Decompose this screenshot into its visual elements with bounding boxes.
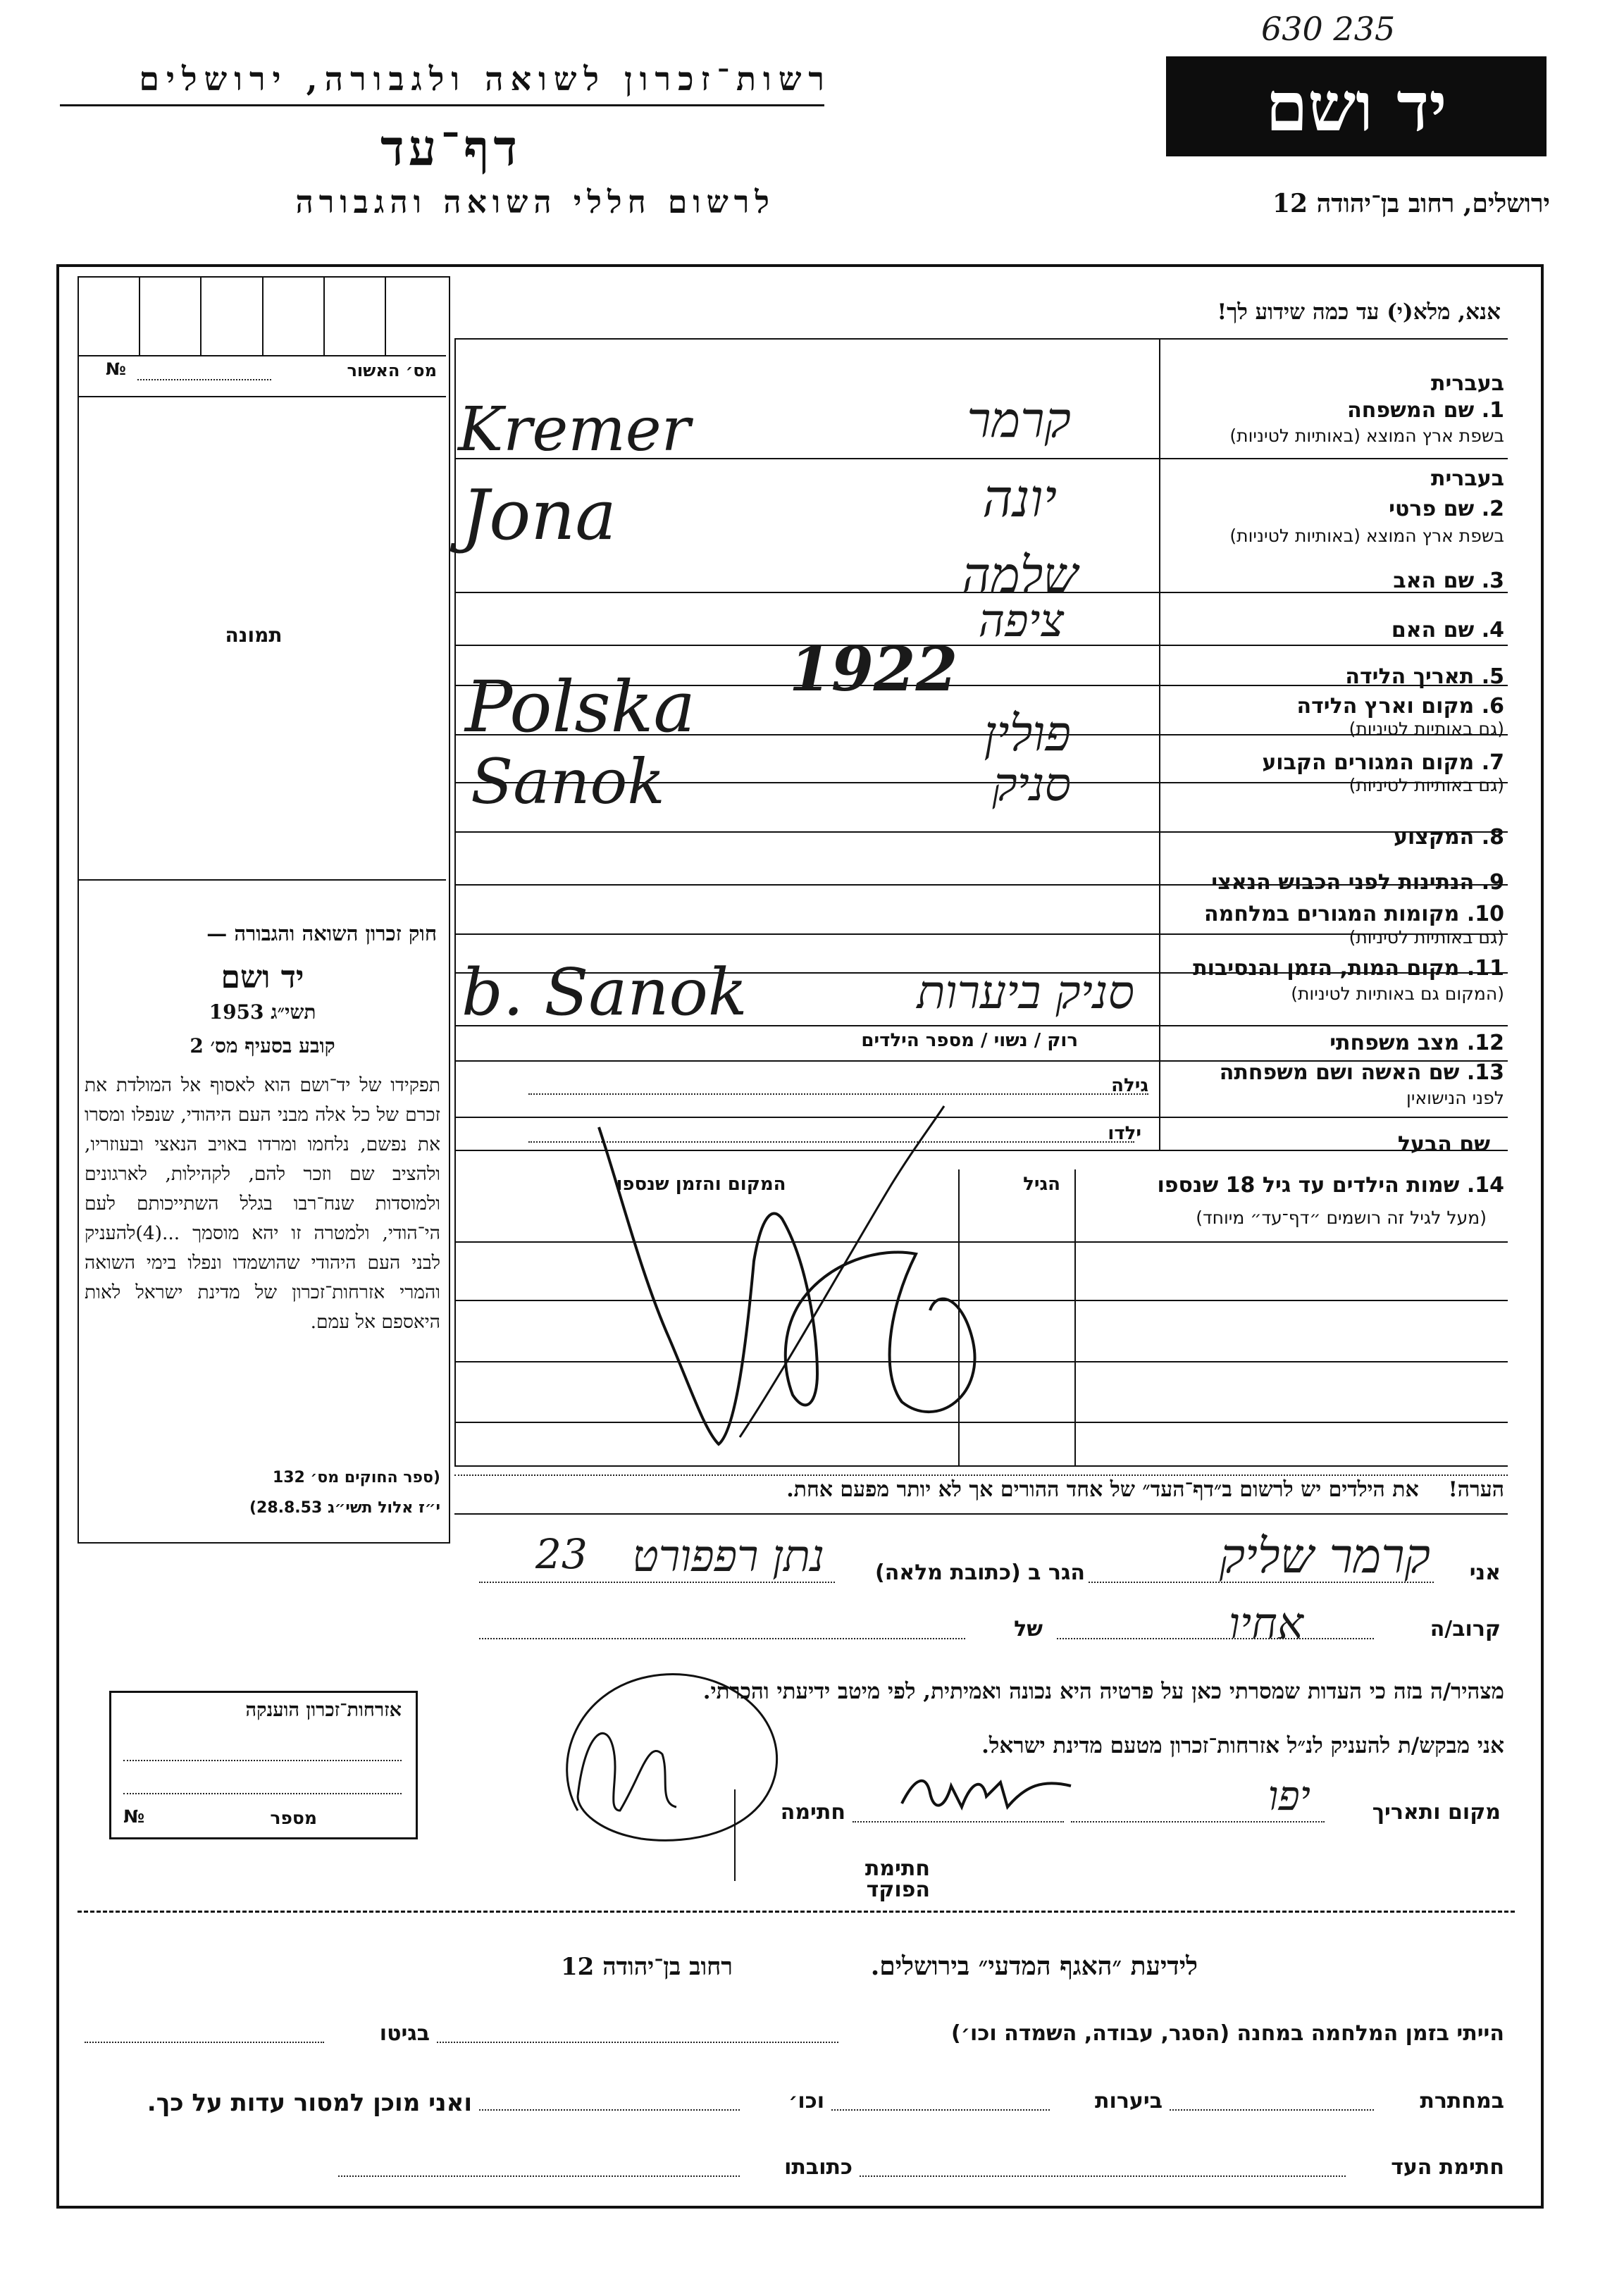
- instruction: אנא, מלא(י) עד כמה שידוע לך!: [1217, 299, 1501, 325]
- registrar-signature-label: חתימת הפוקד: [864, 1856, 930, 1902]
- field-12-num: 12.: [1466, 1031, 1504, 1055]
- field-11-note: (המקום גם באותיות לטיניות): [1291, 983, 1504, 1004]
- signature-line: [853, 1821, 1064, 1823]
- field-14-text: שמות הילדים עד גיל 18 שנספו: [1157, 1173, 1460, 1198]
- number-sign: №: [106, 359, 126, 379]
- relation-line: [1057, 1638, 1374, 1639]
- field-4-text: שם האם: [1391, 618, 1475, 642]
- declarant-i-label: אני: [1469, 1560, 1501, 1585]
- law-date: י״ז אלול תשי״ג 28.8.53): [249, 1499, 440, 1517]
- declaration-text: מצהיר/ה בזה כי העדות שמסרתי כאן על פרטיה היא נכונה ואמיתית, לפי מיטב ידיעתי והכרתי.: [702, 1679, 1504, 1704]
- field-5-label: [1166, 666, 1504, 688]
- signature-scrawl: [451, 1007, 1085, 1465]
- place-date-value: יפו: [1267, 1772, 1310, 1820]
- law-source: (ספר החוקים מס׳ 132: [272, 1469, 440, 1486]
- declarant-resident-label: הגר ב (כתובת מלאה): [874, 1560, 1085, 1585]
- field-13-text: שם האשה ושם משפחתה: [1219, 1060, 1460, 1085]
- value-residence-hebrew: סניק: [992, 757, 1071, 812]
- field-6-text: מקום וארץ הלידה: [1296, 694, 1475, 719]
- field-14-note: (מעל לגיל זה רושמים ״דף־עד״ מיוחד): [1196, 1207, 1487, 1228]
- value-birth-place-hebrew: פולין: [984, 704, 1071, 762]
- wife-age-label: גילה: [1111, 1075, 1148, 1096]
- camp-line: [437, 2042, 838, 2043]
- declarant-name: קרמר שליק: [1219, 1529, 1430, 1584]
- declarant-name-line: [1089, 1582, 1434, 1583]
- approval-digit-boxes: [79, 278, 446, 355]
- field-3-num: 3.: [1481, 569, 1504, 593]
- field-1-label-group: [1166, 373, 1504, 395]
- field-11-text: מקום המות, הזמן והנסיבות: [1193, 956, 1460, 981]
- field-8-text: המקצוע: [1393, 825, 1475, 850]
- value-given-name-hebrew: יונה: [982, 468, 1057, 529]
- stamp-scrawl: [535, 1634, 817, 1860]
- field-14-num: 14.: [1466, 1173, 1504, 1198]
- field-7-label: [1166, 752, 1504, 774]
- field-5-num: 5.: [1481, 664, 1504, 689]
- approval-number-label: מס׳ האשור: [347, 361, 437, 380]
- field-11-label: [1166, 958, 1504, 979]
- field-1-num: 1.: [1481, 398, 1504, 423]
- witness-signature-label: חתימת העד: [1391, 2155, 1504, 2180]
- value-death-place-hebrew: סניק ביערות: [917, 965, 1134, 1019]
- field-6-num: 6.: [1481, 694, 1504, 719]
- ghetto-line: [85, 2042, 324, 2043]
- place-date-label: מקום ותאריך: [1372, 1800, 1501, 1825]
- field-2-num: 2.: [1481, 497, 1504, 521]
- relation-value: אחיו: [1228, 1598, 1303, 1649]
- field-13-label: [1166, 1062, 1504, 1084]
- husband-name-label: שם הבעל: [1397, 1132, 1490, 1157]
- value-death-place-latin: b. Sanok: [461, 955, 748, 1030]
- etc-label: וכו׳: [788, 2089, 824, 2113]
- underground-line: [1170, 2109, 1374, 2111]
- field-2-text: שם פרטי: [1389, 497, 1475, 521]
- reference-number: 630 235: [1261, 10, 1396, 48]
- field-1-text: שם המשפחה: [1347, 398, 1475, 423]
- field-12-note: רוק / נשוי / מספר הילדים: [861, 1030, 1078, 1051]
- relative-label: קרוב/ה: [1430, 1617, 1501, 1641]
- field-13-note: לפני הנישואין: [1406, 1088, 1504, 1108]
- field-7-text: מקום המגורים הקבוע: [1262, 750, 1475, 775]
- value-residence-latin: Sanok: [471, 745, 665, 818]
- remark-title: הערה!: [1448, 1477, 1504, 1502]
- bottom-title: לידיעת ״האגף המדעי״ בירושלים.: [870, 1951, 1198, 1981]
- approval-box-divider: [79, 355, 446, 356]
- law-text: תפקידו של יד־ושם הוא לאסוף אל המולדת את זכרם של כל אלה מבני העם היהודי, שנפלו ומסרו את נפשם, נלחמו ומרדו באויב הנאצי ובעוזריו, ולהציב שם וזכר להם, לקהילות, לארגונים ולמוסדות שנח־רבו בגלל השתייכותם לעם הי־הודי, ולמטרה זו יהא מוסמך ...(4)להעניק לבני העם היהודי שהושמדו ונפלו בימי השואה והמרי אזרחות־זכרון של מדינת ישראל לאות היאספם אל עמם.: [85, 1074, 440, 1333]
- field-13-num: 13.: [1466, 1060, 1504, 1085]
- remark-top-dotted: [454, 1474, 1508, 1476]
- field-2-hebrew-tag: בעברית: [1431, 466, 1504, 491]
- citizenship-title: אזרחות־זכרון הוענקה: [245, 1699, 402, 1721]
- field-12-text: מצב משפחתי: [1329, 1031, 1460, 1055]
- field-2-label: [1166, 499, 1504, 520]
- forests-line: [831, 2109, 1050, 2111]
- field-6-label: [1166, 696, 1504, 717]
- forests-label: ביערות: [1095, 2089, 1163, 2113]
- field-4-num: 4.: [1481, 618, 1504, 642]
- signature-label: חתימה: [780, 1800, 845, 1825]
- value-father-name: שלמה: [962, 546, 1078, 604]
- field-7-num: 7.: [1481, 750, 1504, 775]
- field-14-label: [1085, 1175, 1504, 1196]
- form-purpose: לרשום חללי השואה והגבורה: [295, 185, 775, 221]
- photo-top-border: [79, 396, 446, 397]
- photo-label: תמונה: [225, 623, 283, 647]
- field-8-num: 8.: [1481, 825, 1504, 850]
- header-underline: [60, 104, 824, 106]
- field-12-label: [1166, 1033, 1504, 1054]
- bottom-line-1-label: הייתי בזמן המלחמה במחנה (הסגר, עבודה, השמדה וכו׳): [951, 2021, 1504, 2046]
- law-clause: קובע בסעיף מס׳ 2: [190, 1034, 335, 1057]
- field-8-label: [1166, 827, 1504, 848]
- form-title: דף־עד: [380, 118, 521, 177]
- bottom-address: רחוב בן־יהודה 12: [560, 1953, 733, 1981]
- sidebar-box: [78, 276, 450, 1544]
- remark-text: את הילדים יש לרשום ב״דף־העד״ של אחד ההורים אך לא יותר מפעם אחת.: [786, 1477, 1419, 1502]
- field-4-label: [1166, 620, 1504, 641]
- approval-number-line: [137, 379, 271, 380]
- photo-bottom-border: [79, 879, 446, 881]
- field-7-note: (גם באותיות לטיניות): [1349, 775, 1504, 795]
- remark: [458, 1477, 1504, 1502]
- value-birth-place-latin: Polska: [465, 666, 695, 748]
- field-10-label: [1166, 904, 1504, 925]
- witness-address-label: כתובתו: [784, 2155, 853, 2180]
- field-1-label: [1166, 400, 1504, 421]
- remark-bottom-line: [454, 1513, 1508, 1515]
- header-address: ירושלים, רחוב בן־יהודה 12: [1272, 189, 1550, 218]
- wife-children-label: ילדו: [1108, 1123, 1141, 1144]
- field-3-text: שם האב: [1393, 569, 1475, 593]
- law-title: חוק זכרון השואה והגבורה —: [206, 921, 437, 945]
- field-10-num: 10.: [1466, 902, 1504, 926]
- logo-text: יד ושם: [1265, 66, 1447, 147]
- value-mother-name: ציפה: [978, 595, 1064, 647]
- declarant-address: נתן רפפורט: [632, 1530, 824, 1582]
- field-9-text: הנתינות לפני הכבוש הנאצי: [1211, 870, 1475, 895]
- witness-signature-line: [860, 2175, 1346, 2177]
- field-9-label: [1166, 872, 1504, 893]
- law-name: יד ושם: [221, 960, 304, 995]
- value-birth-date: 1922: [789, 634, 958, 705]
- grid-line: [454, 338, 1508, 340]
- value-given-name-latin: Jona: [461, 476, 616, 556]
- underground-label: במחתרת: [1420, 2089, 1504, 2113]
- yad-vashem-logo: [1166, 56, 1546, 156]
- field-10-text: מקומות המגורים במלחמה: [1204, 902, 1460, 926]
- label-column-divider: [1159, 338, 1160, 1150]
- ghetto-label: בגיטו: [379, 2021, 430, 2046]
- citizenship-line-2: [123, 1793, 402, 1794]
- field-2-note: בשפת ארץ המוצא (באותיות לטיניות): [1229, 526, 1504, 546]
- citizenship-number-label: מספר: [270, 1808, 317, 1828]
- place-date-line: [1071, 1821, 1325, 1823]
- field-1-note: בשפת ארץ המוצא (באותיות לטיניות): [1229, 426, 1504, 446]
- witness-address-line: [338, 2175, 740, 2177]
- value-surname-hebrew: קרמר: [967, 391, 1071, 449]
- citizenship-line-1: [123, 1760, 402, 1761]
- ready-label: ואני מוכן למסור עדות על כך.: [147, 2089, 472, 2117]
- field-6-note: (גם באותיות לטיניות): [1349, 719, 1504, 739]
- children-table-bottom: [454, 1465, 1508, 1467]
- citizenship-request: אני מבקש/ת להעניק לנ״ל אזרחות־זכרון מטעם מדינת ישראל.: [981, 1733, 1504, 1758]
- field-5-text: תאריך הלידה: [1345, 664, 1475, 689]
- field-10-note: (גם באותיות לטיניות): [1349, 927, 1504, 948]
- value-surname-latin: Kremer: [458, 395, 690, 465]
- etc-line: [479, 2109, 740, 2111]
- citizenship-number-sign: №: [123, 1806, 145, 1827]
- children-place-header: המקום והזמן שנספו: [616, 1174, 786, 1195]
- field-11-num: 11.: [1466, 956, 1504, 981]
- field-1-hebrew-tag: בעברית: [1431, 371, 1504, 396]
- law-year: תשי״ג 1953: [209, 1000, 316, 1024]
- children-age-header: הגיל: [1023, 1174, 1060, 1195]
- of-label: של: [1014, 1617, 1043, 1641]
- declarant-house-number: 23: [535, 1530, 588, 1578]
- field-9-num: 9.: [1481, 870, 1504, 895]
- tear-line: [78, 1911, 1515, 1913]
- authority-name: רשות־זכרון לשואה ולגבורה, ירושלים: [139, 60, 831, 98]
- declarant-address-line: [479, 1582, 835, 1583]
- field-3-label: [1166, 571, 1504, 592]
- declarant-signature: [895, 1765, 1078, 1821]
